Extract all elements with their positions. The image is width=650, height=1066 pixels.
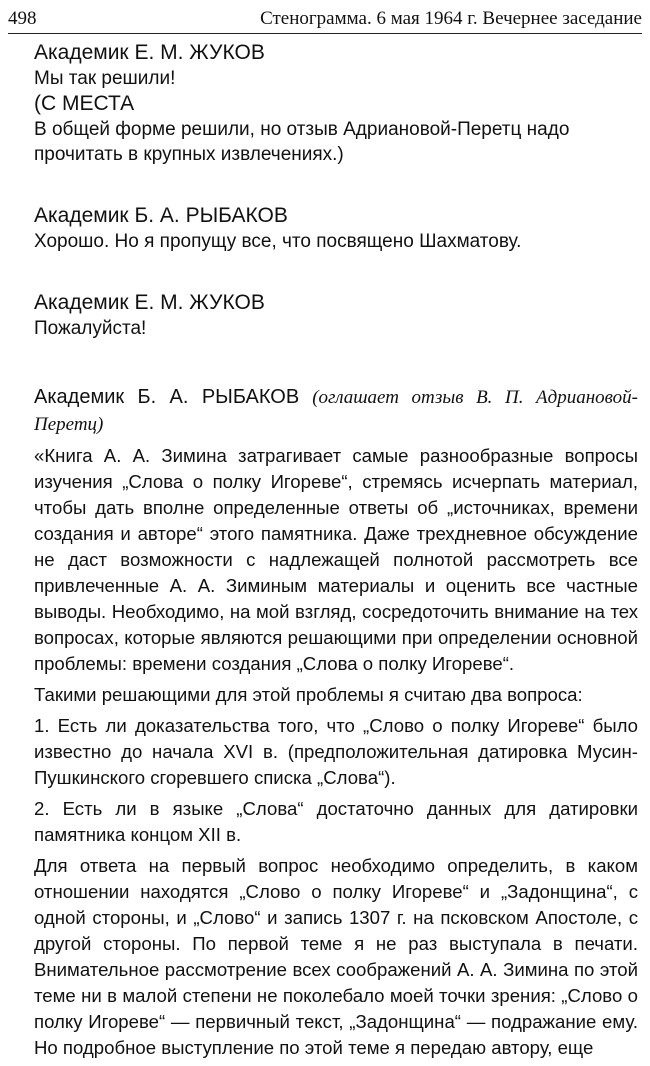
paragraph: 1. Есть ли доказательства того, что „Слово о полку Игореве“ было известно до начала XVI в. (предположительная датировка Мусин-Пушкинского сгоревшего списка „Слова“). [34,715,638,788]
paragraph: «Книга А. А. Зимина затрагивает самые разнообразные вопросы изучения „Слова о полку Игореве“, стремясь исчерпать материал, чтобы дать вполне определенные ответы об „источниках, времени создания и авторе“ этого памятника. Даже трехдневное обсуждение не даст возможности с надлежащей полнотой рассмотреть все привлеченные А. А. Зиминым материалы и оценить все частные выводы. Необходимо, на мой взгляд, сосредоточить внимание на тех вопросах, которые являются решающими при определении основной проблемы: времени создания „Слова о полку Игореве“. [34,445,638,674]
running-header [8,4,642,34]
stage-remark: (оглашает отзыв В. П. Адриановой-Перетц) [34,387,638,435]
speech-line: В общей форме решили, но отзыв Адриановой-Перетц надо прочитать в крупных извлечениях.) [34,119,570,165]
page-number: 498 [8,8,37,29]
speech-line: Мы так решили! [34,68,176,89]
speaker-name: Академик Б. А. РЫБАКОВ [34,204,288,227]
paragraph: Такими решающими для этой проблемы я считаю два вопроса: [34,684,583,705]
paragraph: Для ответа на первый вопрос необходимо определить, в каком отношении находятся „Слово о полку Игореве“ и „Задонщина“, с одной стороны, и „Слово“ и запись 1307 г. на псковском Апостоле, с другой стороны. По первой теме я не раз выступала в печати. Внимательное рассмотрение всех соображений А. А. Зимина по этой теме ни в малой степени не поколебало моей точки зрения: „Слово о полку Игореве“ — первичный текст, „Задонщина“ — подражание ему. Но подробное выступление по этой теме я передаю автору, еще [34,855,638,1058]
running-title: Стенограмма. 6 мая 1964 г. Вечернее заседание [260,8,642,29]
dialogue-section [34,40,638,341]
review-reading [34,384,638,1066]
speaker-heading [34,384,638,438]
speaker-name: Академик Е. М. ЖУКОВ [34,291,265,314]
speaker-name: Академик Б. А. РЫБАКОВ [34,386,300,408]
speech-line: Хорошо. Но я пропущу все, что посвящено Шахматову. [34,231,522,252]
speaker-name: Академик Е. М. ЖУКОВ [34,41,265,64]
speech-line: Пожалуйста! [34,318,147,339]
stage-remark: (С МЕСТА [34,92,135,115]
paragraph: 2. Есть ли в языке „Слова“ достаточно данных для датировки памятника концом XII в. [34,798,638,845]
